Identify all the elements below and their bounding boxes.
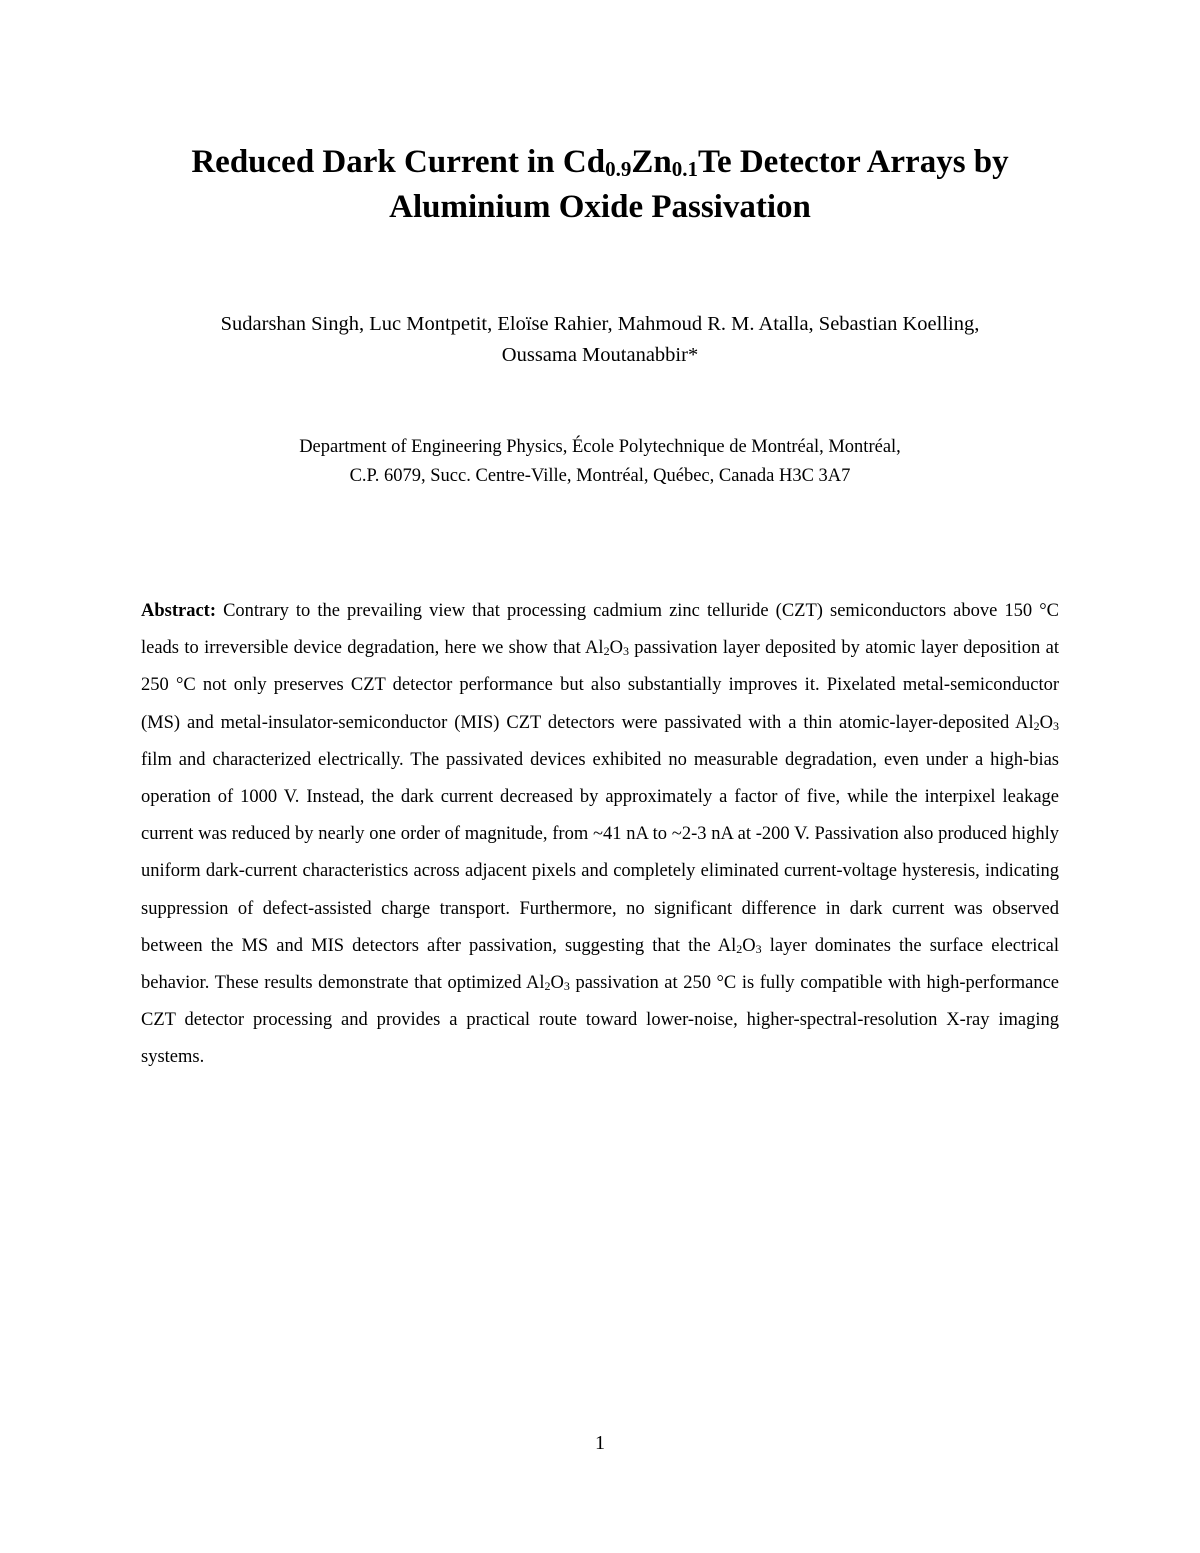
affiliation [100, 433, 1100, 491]
o-subscript: 3 [622, 644, 629, 659]
affiliation-line-1: Department of Engineering Physics, École Polytechnique de Montréal, Montréal, [299, 437, 901, 457]
abstract-text-2: passivation layer deposited by atomic layer deposition at 250 °C not only preserves CZT detector performance but also substantially improves it. Pixelated metal-semiconductor (MS) and metal-insulator-semiconductor (MIS) CZT detectors were passivated with a thin atomic-layer-deposited Al [141, 638, 1059, 733]
oxide-o: O [609, 638, 623, 659]
al-subscript: 2 [1033, 718, 1040, 733]
oxide-o: O [742, 935, 756, 956]
abstract-text-5: passivation at 250 °C is fully compatible with high-performance CZT detector processing and provides a practical route toward lower-noise, higher-spectral-resolution X-ray imaging systems. [141, 973, 1059, 1068]
o-subscript: 3 [563, 979, 570, 994]
title-subscript-cd: 0.9 [605, 157, 632, 181]
affiliation-line-2: C.P. 6079, Succ. Centre-Ville, Montréal, Québec, Canada H3C 3A7 [349, 466, 851, 486]
title-text-part2: Zn [631, 144, 672, 180]
al-subscript: 2 [544, 979, 551, 994]
authors-line-1: Sudarshan Singh, Luc Montpetit, Eloïse Rahier, Mahmoud R. M. Atalla, Sebastian Koelling, [220, 313, 980, 335]
title-subscript-zn: 0.1 [671, 157, 698, 181]
oxide-o: O [550, 973, 564, 994]
title-line-2: Aluminium Oxide Passivation [389, 189, 811, 225]
oxide-o: O [1039, 712, 1053, 733]
author-list [100, 309, 1100, 371]
paper-title [100, 140, 1100, 230]
page-number: 1 [595, 1432, 605, 1454]
o-subscript: 3 [755, 941, 762, 956]
title-text-part3: Te Detector Arrays by [697, 144, 1009, 180]
al-subscript: 2 [736, 941, 743, 956]
abstract-text-1: Contrary to the prevailing view that processing cadmium zinc telluride (CZT) semiconductors above 150 °C leads to irreversible device degradation, here we show that Al [141, 601, 1059, 659]
o-subscript: 3 [1053, 718, 1059, 733]
abstract [141, 593, 1059, 1077]
abstract-label: Abstract: [141, 601, 217, 621]
title-text-part1: Reduced Dark Current in Cd [191, 144, 606, 180]
abstract-text-4: layer dominates the surface electrical behavior. These results demonstrate that optimized Al [141, 935, 1059, 994]
authors-line-2: Oussama Moutanabbir* [501, 344, 699, 366]
abstract-text-3: film and characterized electrically. The passivated devices exhibited no measurable degradation, even under a high-bias operation of 1000 V. Instead, the dark current decreased by approximately a factor of five, while the interpixel leakage current was reduced by nearly one order of magnitude, from ~41 nA to ~2-3 nA at -200 V. Passivation also produced highly uniform dark-current characteristics across adjacent pixels and completely eliminated current-voltage hysteresis, indicating suppression of defect-assisted charge transport. Furthermore, no significant difference in dark current was observed between the MS and MIS detectors after passivation, suggesting that the Al [141, 749, 1059, 956]
al-subscript: 2 [603, 644, 610, 659]
